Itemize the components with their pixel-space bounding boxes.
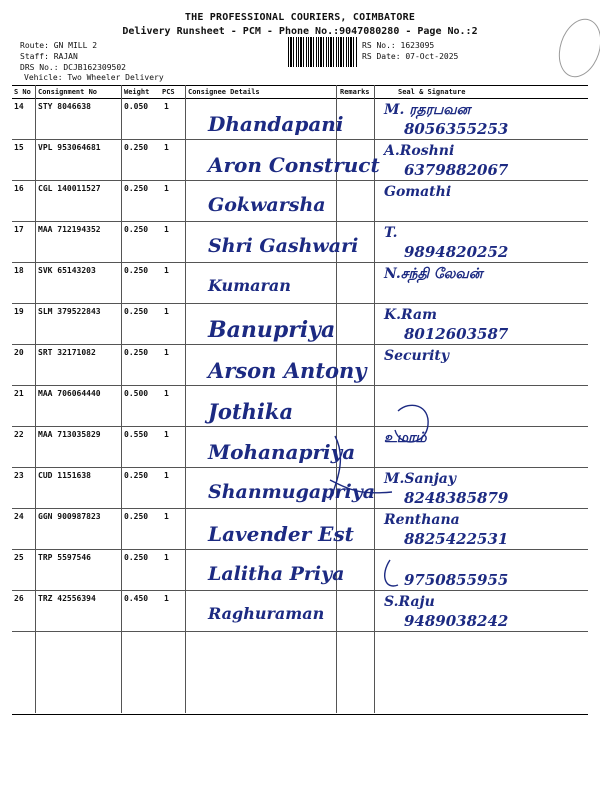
cell-sno: 23 xyxy=(14,471,24,480)
cell-weight: 0.250 xyxy=(124,512,149,521)
handwritten-consignee: Lalitha Priya xyxy=(208,563,345,585)
cell-pcs: 1 xyxy=(164,307,169,316)
cell-pcs: 1 xyxy=(164,184,169,193)
handwritten-signature: Security xyxy=(384,348,450,364)
handwritten-signature: M.Sanjay xyxy=(384,471,457,487)
cell-sno: 24 xyxy=(14,512,24,521)
cell-consignment-no: SVK 65143203 xyxy=(38,266,96,275)
handwritten-signature: Renthana xyxy=(384,512,460,528)
cell-weight: 0.250 xyxy=(124,184,149,193)
cell-consignment-no: MAA 706064440 xyxy=(38,389,101,398)
handwritten-signature: N.சந்தி லேவன் xyxy=(384,266,483,282)
runsheet-title: THE PROFESSIONAL COURIERS, COIMBATORE xyxy=(184,12,416,23)
cell-weight: 0.450 xyxy=(124,594,149,603)
col-consignee-details: Consignee Details xyxy=(188,88,260,96)
cell-sno: 21 xyxy=(14,389,24,398)
cell-pcs: 1 xyxy=(164,389,169,398)
handwritten-phone: 8248385879 xyxy=(404,489,509,507)
cell-consignment-no: TRP 5597546 xyxy=(38,553,91,562)
col-seal-signature: Seal & Signature xyxy=(398,88,466,96)
handwritten-phone: 8056355253 xyxy=(404,120,509,138)
cell-sno: 16 xyxy=(14,184,24,193)
handwritten-signature: A.Roshni xyxy=(384,143,455,159)
cell-pcs: 1 xyxy=(164,102,169,111)
handwritten-signature: உமாம் xyxy=(384,430,427,446)
handwritten-consignee: Mohanapriya xyxy=(208,440,356,464)
col-pcs: PCS xyxy=(162,88,175,96)
cell-weight: 0.250 xyxy=(124,143,149,152)
handwritten-consignee: Jothika xyxy=(208,399,294,424)
handwritten-signature: M. ரதரபவன xyxy=(384,102,471,118)
cell-pcs: 1 xyxy=(164,553,169,562)
handwritten-consignee: Shri Gashwari xyxy=(208,235,359,257)
cell-sno: 17 xyxy=(14,225,24,234)
cell-pcs: 1 xyxy=(164,143,169,152)
cell-consignment-no: MAA 713035829 xyxy=(38,430,101,439)
cell-weight: 0.250 xyxy=(124,348,149,357)
handwritten-phone: 9750855955 xyxy=(404,571,509,589)
cell-consignment-no: CUD 1151638 xyxy=(38,471,91,480)
staff-label: Staff: RAJAN xyxy=(20,52,78,61)
handwritten-consignee: Shanmugapriya xyxy=(208,481,376,503)
handwritten-consignee: Kumaran xyxy=(208,276,291,295)
handwritten-consignee: Dhandapani xyxy=(208,112,344,136)
cell-consignment-no: TRZ 42556394 xyxy=(38,594,96,603)
cell-sno: 26 xyxy=(14,594,24,603)
cell-sno: 25 xyxy=(14,553,24,562)
handwritten-signature: T. xyxy=(384,225,398,241)
cell-consignment-no: CGL 140011527 xyxy=(38,184,101,193)
col-weight: Weight xyxy=(124,88,150,96)
cell-weight: 0.250 xyxy=(124,225,149,234)
runsheet-subtitle: Delivery Runsheet - PCM - Phone No.:9047080280 - Page No.:2 xyxy=(122,26,478,37)
cell-pcs: 1 xyxy=(164,225,169,234)
cell-sno: 19 xyxy=(14,307,24,316)
cell-consignment-no: STY 8046638 xyxy=(38,102,91,111)
cell-weight: 0.250 xyxy=(124,471,149,480)
cell-pcs: 1 xyxy=(164,348,169,357)
cell-consignment-no: MAA 712194352 xyxy=(38,225,101,234)
cell-sno: 22 xyxy=(14,430,24,439)
handwritten-consignee: Banupriya xyxy=(208,317,336,343)
col-consignment: Consignment No xyxy=(38,88,98,96)
route-label: Route: GN MILL 2 xyxy=(20,41,98,50)
cell-pcs: 1 xyxy=(164,266,169,275)
cell-pcs: 1 xyxy=(164,594,169,603)
handwritten-consignee: Aron Construct xyxy=(208,153,380,177)
handwritten-signature: K.Ram xyxy=(384,307,437,323)
handwritten-consignee: Raghuraman xyxy=(208,604,325,623)
cell-pcs: 1 xyxy=(164,512,169,521)
handwritten-consignee: Arson Antony xyxy=(208,358,367,383)
handwritten-consignee: Lavender Est xyxy=(208,522,354,546)
cell-pcs: 1 xyxy=(164,471,169,480)
drs-number: DRS No.: DCJB162309502 xyxy=(20,63,126,72)
cell-sno: 20 xyxy=(14,348,24,357)
rs-date: RS Date: 07-Oct-2025 xyxy=(362,52,459,61)
rs-number: RS No.: 1623095 xyxy=(362,41,435,50)
cell-weight: 0.250 xyxy=(124,553,149,562)
cell-weight: 0.250 xyxy=(124,266,149,275)
cell-sno: 14 xyxy=(14,102,24,111)
cell-consignment-no: VPL 953064681 xyxy=(38,143,101,152)
cell-consignment-no: SRT 32171082 xyxy=(38,348,96,357)
handwritten-signature: S.Raju xyxy=(384,594,435,610)
col-sno: S No xyxy=(14,88,31,96)
handwritten-phone: 9894820252 xyxy=(404,243,509,261)
cell-weight: 0.500 xyxy=(124,389,149,398)
cell-consignment-no: GGN 900987823 xyxy=(38,512,101,521)
handwritten-phone: 9489038242 xyxy=(404,612,509,630)
col-remarks: Remarks xyxy=(340,88,370,96)
handwritten-signature: Gomathi xyxy=(384,184,452,200)
vehicle-label: Vehicle: Two Wheeler Delivery xyxy=(24,73,164,82)
handwritten-phone: 6379882067 xyxy=(404,161,509,179)
cell-sno: 18 xyxy=(14,266,24,275)
cell-sno: 15 xyxy=(14,143,24,152)
cell-weight: 0.250 xyxy=(124,307,149,316)
cell-consignment-no: SLM 379522843 xyxy=(38,307,101,316)
cell-pcs: 1 xyxy=(164,430,169,439)
handwritten-phone: 8012603587 xyxy=(404,325,509,343)
cell-weight: 0.050 xyxy=(124,102,149,111)
handwritten-consignee: Gokwarsha xyxy=(208,194,326,216)
handwritten-phone: 8825422531 xyxy=(404,530,509,548)
cell-weight: 0.550 xyxy=(124,430,149,439)
